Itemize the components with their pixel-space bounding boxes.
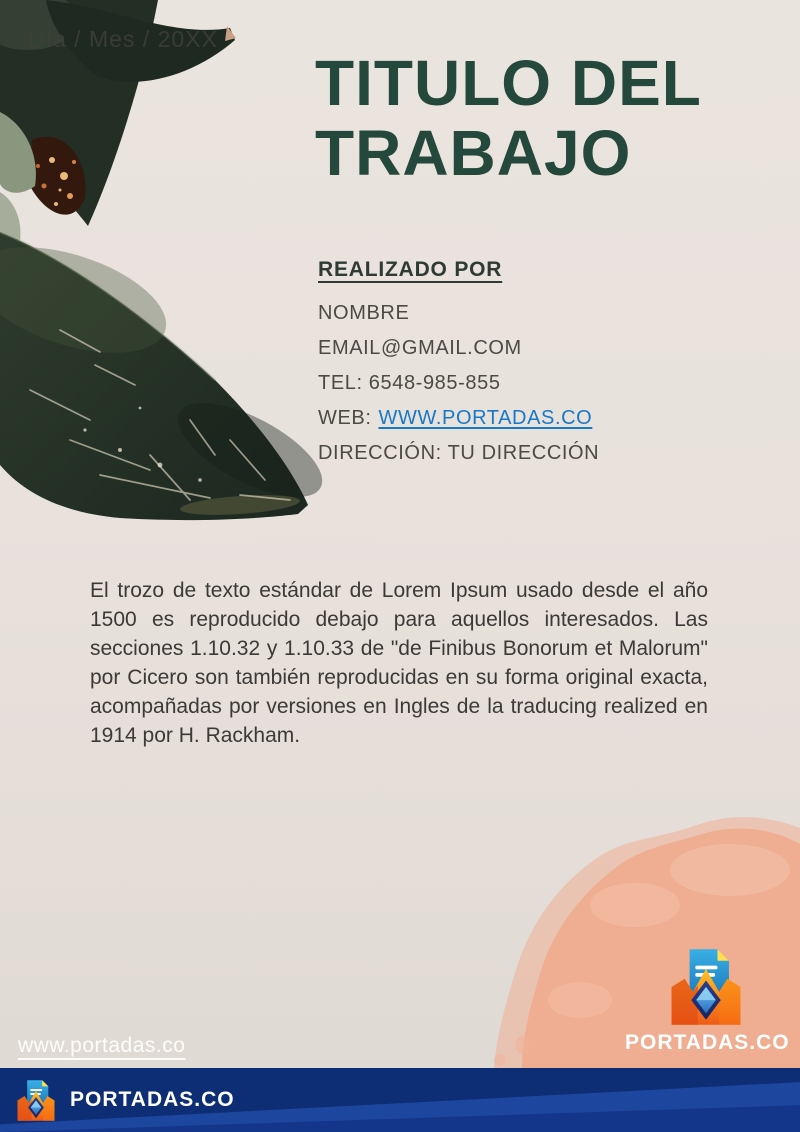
portadas-logo-icon (14, 1076, 58, 1125)
page-title (315, 48, 702, 188)
author-heading: REALIZADO POR (318, 258, 503, 281)
bar-brand-text: PORTADAS.CO (70, 1088, 235, 1111)
bottom-bar (0, 1068, 800, 1132)
author-name-line: NOMBRE (318, 302, 410, 324)
brand-watermark (625, 946, 790, 1055)
author-address-line: DIRECCIÓN: TU DIRECCIÓN (318, 442, 600, 464)
brand-watermark-text: PORTADAS.CO (625, 1031, 790, 1054)
title-line-1: TITULO DEL (315, 47, 702, 119)
author-email-line: EMAIL@GMAIL.COM (318, 337, 522, 359)
plant-photo (0, 0, 340, 560)
author-phone-line: TEL: 6548-985-855 (318, 372, 501, 394)
author-block (318, 258, 599, 471)
web-label: WEB: (318, 407, 372, 429)
author-web-line (318, 401, 599, 436)
portadas-logo-icon (664, 946, 748, 1028)
web-link[interactable]: WWW.PORTADAS.CO (378, 407, 593, 429)
title-line-2: TRABAJO (315, 117, 632, 189)
date-text: Día / Mes / 20XX (28, 26, 218, 52)
body-paragraph: El trozo de texto estándar de Lorem Ipsum usado desde el año 1500 es reproducido debajo para aquellos interesados. Las secciones 1.10.32 y 1.10.33 de "de Finibus Bonorum et Malorum" por Cicero son también reproducidas en su forma original exacta, acompañadas por versiones en Ingles de la traducing realized en 1914 por H. Rackham. (90, 579, 708, 747)
site-link[interactable]: www.portadas.co (18, 1034, 186, 1057)
